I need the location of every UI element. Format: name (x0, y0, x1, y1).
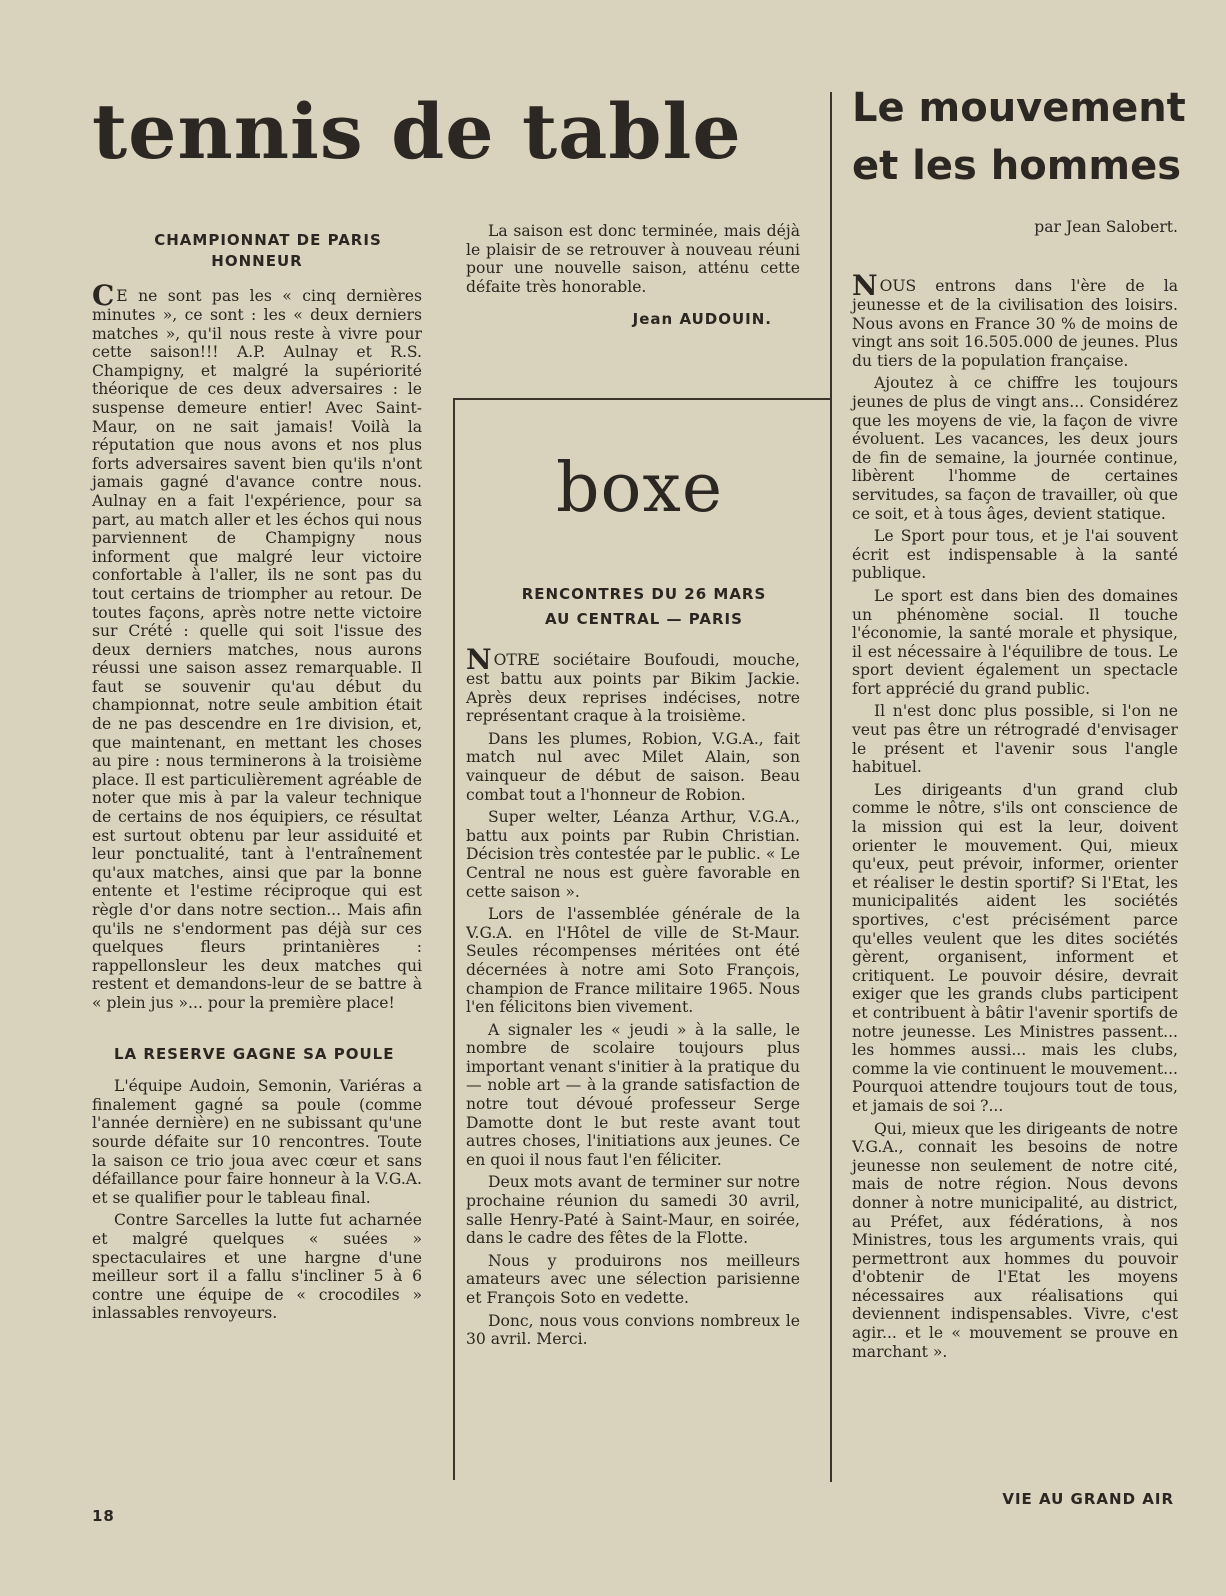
boxe-paragraph-6: Deux mots avant de terminer sur notre prochaine réunion du samedi 30 avril, salle Henry-Paté à Saint-Maur, en soirée, dans le cadre des fêtes de la Flotte. (466, 1173, 800, 1248)
boxe-column (466, 584, 800, 1353)
tennis-column-1 (92, 230, 422, 1327)
tennis-column-2 (466, 222, 800, 329)
tennis-paragraph-3: Contre Sarcelles la lutte fut acharnée et malgré quelques « suées » spectaculaires et une hargne d'une meilleur sort il a fallu s'incliner 5 à 6 contre une équipe de « crocodiles » inlassables renvoyeurs. (92, 1211, 422, 1323)
boxe-paragraph-2: Dans les plumes, Robion, V.G.A., fait match nul avec Milet Alain, son vainqueur de début de saison. Beau combat tout a l'honneur de Robion. (466, 729, 800, 804)
mouvement-column (852, 269, 1178, 1365)
boxe-paragraph-7: Nous y produirons nos meilleurs amateurs avec une sélection parisienne et François Soto en vedette. (466, 1251, 800, 1307)
tennis-paragraph-4: La saison est donc terminée, mais déjà le plaisir de se retrouver à nouveau réuni pour une nouvelle saison, atténu cette défaite très honorable. (466, 222, 800, 296)
magazine-name: VIE AU GRAND AIR (1002, 1490, 1174, 1508)
boxe-title: boxe (556, 449, 724, 528)
mouvement-byline: par Jean Salobert. (1034, 218, 1178, 236)
mouvement-title-line-2: et les hommes (852, 143, 1182, 189)
mouvement-paragraph-1: NOUS entrons dans l'ère de la jeunesse et de la civilisation des loisirs. Nous avons en France 30 % de moins de vingt ans soit 16.505.000 de jeunes. Plus du tiers de la population française. (852, 269, 1178, 370)
championship-heading: CHAMPIONNAT DE PARIS HONNEUR (154, 231, 382, 270)
mouvement-paragraph-3: Le Sport pour tous, et je l'ai souvent écrit est indispensable à la santé publique. (852, 527, 1178, 583)
mouvement-title (852, 82, 1186, 192)
dropcap-n-boxe: N (466, 643, 492, 676)
mouvement-title-line-1: Le mouvement (852, 85, 1186, 131)
mouvement-paragraph-2: Ajoutez à ce chiffre les toujours jeunes de plus de vingt ans... Considérez que les moyens de vie, la façon de vivre évoluent. Les vacances, les deux jours de fin de semaine, la journée continue, libèrent l'homme de certaines servitudes, sa façon de travailler, où que ce soit, et à tous âges, devient statique. (852, 374, 1178, 523)
mouvement-paragraph-5: Il n'est donc plus possible, si l'on ne veut pas être un rétrogradé d'envisager le présent et l'avenir sous l'angle habituel. (852, 702, 1178, 777)
tennis-paragraph-2: L'équipe Audoin, Semonin, Variéras a finalement gagné sa poule (comme l'année dernière) en ne subissant qu'une sourde défaite sur 10 rencontres. Toute la saison ce trio joua avec cœur et sans défaillance pour faire honneur à la V.G.A. et se qualifier pour le tableau final. (92, 1077, 422, 1207)
tennis-signature: Jean AUDOUIN. (632, 310, 772, 329)
column-divider-middle (453, 400, 455, 1480)
dropcap-c: C (92, 279, 115, 312)
boxe-paragraph-1: NOTRE sociétaire Boufoudi, mouche, est battu aux points par Bikim Jackie. Après deux reprises indécises, notre représentant craque à la troisième. (466, 643, 800, 726)
tennis-title: tennis de table (92, 87, 742, 176)
tennis-paragraph-1: C E ne sont pas les « cinq dernières minutes », ce sont : les « deux derniers matches », qu'il nous reste à vivre pour cette saison!!! A.P. Aulnay et R.S. Champigny, et malgré la supériorité théorique de ces deux adversaires : le suspense demeure entier! Avec Saint-Maur, on ne sait jamais! Voilà la réputation que nous avons et nos plus forts adversaires savent bien qu'ils n'ont jamais gagné d'avance contre nous. Aulnay en a fait l'expérience, pour sa part, au match aller et les échos qui nous parviennent de Champigny nous informent que malgré leur victoire confortable à l'aller, ils ne sont pas du tout certains de triompher au retour. De toutes façons, après notre nette victoire sur Crété : quelle qui soit l'issue des deux derniers matches, nous aurons réussi une saison assez remarquable. Il faut se souvenir qu'au début du championnat, notre seule ambition était de ne pas descendre en 1re division, et, que maintenant, en mettant les choses au pire : nous terminerons à la troisième place. Il est particulièrement agréable de noter que mis à par la valeur technique de certains de nos équipiers, ce résultat est surtout obtenu par leur assiduité et leur ponctualité, tant à l'entraînement qu'aux matches, ainsi que par la bonne entente et l'estime réciproque qui est règle d'or dans notre section... Mais afin qu'ils ne s'endorment pas déjà sur ces quelques fleurs printanières : rappellonsleur les deux matches qui restent et demandons-leur de se battre à « plein jus »... pour la première place! (92, 279, 422, 1012)
boxe-heading-line-2: AU CENTRAL — PARIS (545, 610, 743, 628)
mouvement-paragraph-4: Le sport est dans bien des domaines un phénomène social. Il touche l'économie, la santé morale et physique, il est nécessaire à l'équilibre de tous. Le sport devient également un spectacle fort apprécié du grand public. (852, 586, 1178, 698)
reserve-heading: LA RESERVE GAGNE SA POULE (114, 1044, 395, 1063)
boxe-paragraph-4: Lors de l'assemblée générale de la V.G.A. en l'Hôtel de ville de St-Maur. Seules récompenses méritées ont été décernées à notre ami Soto François, champion de France militaire 1965. Nous l'en félicitons bien vivement. (466, 905, 800, 1017)
dropcap-n-mouvement: N (852, 269, 878, 302)
mouvement-paragraph-6: Les dirigeants d'un grand club comme le nôtre, s'ils ont conscience de la mission qui est la leur, doivent orienter le mouvement. Qui, mieux qu'eux, peut prévoir, informer, orienter et réaliser le destin sportif? Si l'Etat, les municipalités aident les sociétés sportives, c'est précisément parce qu'elles veulent que les dites sociétés gèrent, organisent, informent et critiquent. Le pouvoir désire, devrait exiger que les grands clubs participent et contribuent à bâtir l'avenir sportifs de notre jeunesse. Les Ministres passent... les hommes aussi... mais les clubs, comme la vie continuent le mouvement... Pourquoi attendre toujours tout de tous, et jamais de soi ?... (852, 780, 1178, 1115)
boxe-paragraph-5: A signaler les « jeudi » à la salle, le nombre de scolaire toujours plus important venant s'initier à la pratique du — noble art — à la grande satisfaction de notre tout dévoué professeur Serge Damotte dont le but reste avant tout autres choses, l'initiations aux jeunes. Ce en quoi il nous faut l'en féliciter. (466, 1020, 800, 1169)
boxe-heading-line-1: RENCONTRES DU 26 MARS (521, 585, 767, 603)
page-number: 18 (92, 1507, 115, 1525)
column-divider-right (830, 92, 832, 1482)
mouvement-paragraph-7: Qui, mieux que les dirigeants de notre V.G.A., connait les besoins de notre jeunesse non seulement de notre cité, mais de notre région. Nous devons donner à notre municipalité, au district, au Préfet, aux fédérations, à nos Ministres, tous les arguments vrais, qui permettront aux hommes du pouvoir d'obtenir de l'Etat les moyens nécessaires aux réalisations qui deviennent indispensables. Vivre, c'est agir... et le « mouvement se prouve en marchant ». (852, 1119, 1178, 1361)
boxe-paragraph-8: Donc, nous vous convions nombreux le 30 avril. Merci. (466, 1311, 800, 1349)
boxe-paragraph-3: Super welter, Léanza Arthur, V.G.A., battu aux points par Rubin Christian. Décision très contestée par le public. « Le Central ne nous est guère favorable en cette saison ». (466, 808, 800, 901)
boxe-top-rule (453, 398, 830, 400)
